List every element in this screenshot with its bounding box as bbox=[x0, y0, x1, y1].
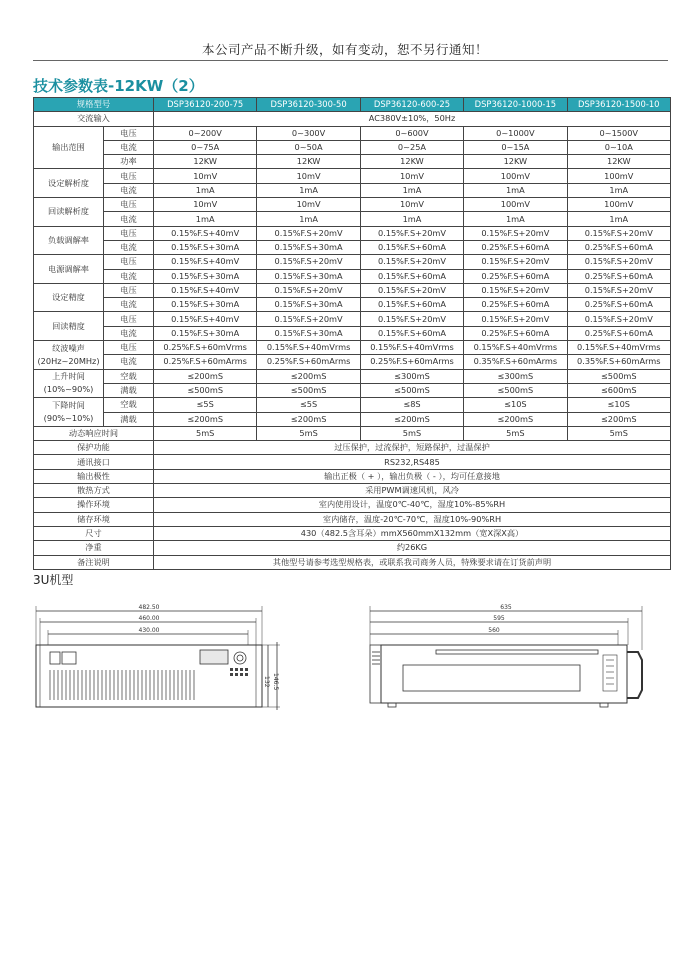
side-dim-1: 635 bbox=[500, 604, 512, 611]
value-cell: ≤200mS bbox=[154, 412, 257, 426]
row-sub-label: 电压 bbox=[104, 341, 154, 355]
row-group-label: 回读解析度 bbox=[34, 198, 104, 227]
value-cell: 0.25%F.S+60mA bbox=[567, 269, 670, 283]
row-sub-label: 电流 bbox=[104, 140, 154, 154]
value-cell: 0~600V bbox=[360, 126, 463, 140]
value-cell: ≤600mS bbox=[567, 383, 670, 397]
value-cell: 0.25%F.S+60mA bbox=[464, 269, 567, 283]
row-sub-label: 电压 bbox=[104, 169, 154, 183]
row-group-label: 回读精度 bbox=[34, 312, 104, 341]
value-cell: 0.15%F.S+20mV bbox=[257, 226, 360, 240]
front-height-2: 146.5 bbox=[272, 673, 279, 691]
value-cell: 5mS bbox=[567, 426, 670, 440]
merged-value-cell: 室内使用设计，温度0℃-40℃，湿度10%-85%RH bbox=[154, 498, 671, 512]
table-title: 技术参数表-12KW（2） bbox=[33, 77, 204, 95]
front-dim-1: 482.50 bbox=[138, 604, 160, 611]
row-sub-label: 空载 bbox=[104, 398, 154, 412]
value-cell: ≤200mS bbox=[257, 369, 360, 383]
value-cell: ≤200mS bbox=[567, 412, 670, 426]
header-cell: DSP36120-200-75 bbox=[154, 98, 257, 112]
value-cell: 0.25%F.S+60mA bbox=[567, 298, 670, 312]
header-cell: DSP36120-300-50 bbox=[257, 98, 360, 112]
row-group-label: 交流输入 bbox=[34, 112, 154, 126]
section-label: 3U机型 bbox=[33, 573, 74, 587]
value-cell: 1mA bbox=[567, 212, 670, 226]
side-view-drawing bbox=[370, 606, 642, 707]
value-cell: 0.25%F.S+60mA bbox=[464, 240, 567, 254]
row-group-label: 尺寸 bbox=[34, 526, 154, 540]
value-cell: 0.15%F.S+20mV bbox=[257, 283, 360, 297]
row-sub-label: 电流 bbox=[104, 326, 154, 340]
value-cell: 0.15%F.S+40mV bbox=[154, 283, 257, 297]
value-cell: ≤5S bbox=[257, 398, 360, 412]
row-sub-label: 电流 bbox=[104, 269, 154, 283]
value-cell: 10mV bbox=[257, 169, 360, 183]
value-cell: 0.15%F.S+40mV bbox=[154, 226, 257, 240]
value-cell: 12KW bbox=[154, 155, 257, 169]
side-dim-2: 595 bbox=[493, 615, 505, 622]
value-cell: 0.35%F.S+60mArms bbox=[567, 355, 670, 369]
value-cell: 0.25%F.S+60mArms bbox=[154, 355, 257, 369]
front-dim-3: 430.00 bbox=[138, 627, 160, 634]
value-cell: 0.25%F.S+60mA bbox=[464, 298, 567, 312]
value-cell: 0.35%F.S+60mArms bbox=[464, 355, 567, 369]
value-cell: ≤500mS bbox=[154, 383, 257, 397]
header-cell: 规格型号 bbox=[34, 98, 154, 112]
value-cell: 100mV bbox=[567, 169, 670, 183]
merged-value-cell: 其他型号请参考选型规格表，或联系我司商务人员，特殊要求请在订货前声明 bbox=[154, 555, 671, 569]
row-group-label: 净重 bbox=[34, 541, 154, 555]
value-cell: 0~15A bbox=[464, 140, 567, 154]
value-cell: 0.25%F.S+60mVrms bbox=[154, 341, 257, 355]
value-cell: 0~200V bbox=[154, 126, 257, 140]
value-cell: 0~75A bbox=[154, 140, 257, 154]
value-cell: 0~25A bbox=[360, 140, 463, 154]
value-cell: 0.15%F.S+20mV bbox=[360, 226, 463, 240]
merged-value-cell: 输出正极（ + ），输出负极（ - ），均可任意接地 bbox=[154, 469, 671, 483]
value-cell: 0~10A bbox=[567, 140, 670, 154]
row-group-label: 动态响应时间 bbox=[34, 426, 154, 440]
value-cell: 0.15%F.S+60mA bbox=[360, 326, 463, 340]
front-dim-2: 460.00 bbox=[138, 615, 160, 622]
value-cell: ≤10S bbox=[464, 398, 567, 412]
value-cell: 0.15%F.S+30mA bbox=[154, 326, 257, 340]
value-cell: 0.15%F.S+40mVrms bbox=[464, 341, 567, 355]
row-group-label: 通讯接口 bbox=[34, 455, 154, 469]
row-group-label-line2: (20Hz~20MHz) bbox=[37, 355, 100, 366]
value-cell: 1mA bbox=[360, 212, 463, 226]
value-cell: 1mA bbox=[464, 212, 567, 226]
value-cell: 0.15%F.S+20mV bbox=[360, 283, 463, 297]
row-sub-label: 电流 bbox=[104, 355, 154, 369]
row-group-label-line2: (90%~10%) bbox=[43, 413, 94, 424]
value-cell: ≤200mS bbox=[154, 369, 257, 383]
value-cell: 1mA bbox=[464, 183, 567, 197]
side-dim-3: 560 bbox=[488, 627, 500, 634]
row-group-label: 电源调解率 bbox=[34, 255, 104, 284]
row-sub-label: 电流 bbox=[104, 240, 154, 254]
value-cell: ≤500mS bbox=[360, 383, 463, 397]
value-cell: 0.15%F.S+30mA bbox=[154, 298, 257, 312]
merged-value-cell: 室内储存，温度-20℃-70℃，湿度10%-90%RH bbox=[154, 512, 671, 526]
row-sub-label: 电流 bbox=[104, 298, 154, 312]
value-cell: 100mV bbox=[464, 198, 567, 212]
value-cell: 0.15%F.S+20mV bbox=[257, 312, 360, 326]
value-cell: 12KW bbox=[257, 155, 360, 169]
value-cell: 0.15%F.S+20mV bbox=[567, 226, 670, 240]
row-group-label: 保护功能 bbox=[34, 441, 154, 455]
row-sub-label: 满载 bbox=[104, 412, 154, 426]
merged-value-cell: 430（482.5含耳朵）mmX560mmX132mm（宽X深X高） bbox=[154, 526, 671, 540]
row-sub-label: 满载 bbox=[104, 383, 154, 397]
row-sub-label: 电压 bbox=[104, 255, 154, 269]
value-cell: 10mV bbox=[154, 198, 257, 212]
value-cell: ≤10S bbox=[567, 398, 670, 412]
value-cell: 0.25%F.S+60mArms bbox=[257, 355, 360, 369]
value-cell: ≤200mS bbox=[360, 412, 463, 426]
row-sub-label: 电压 bbox=[104, 226, 154, 240]
row-group-label: 操作环境 bbox=[34, 498, 154, 512]
value-cell: 12KW bbox=[360, 155, 463, 169]
value-cell: ≤300mS bbox=[360, 369, 463, 383]
value-cell: 0.15%F.S+40mV bbox=[154, 312, 257, 326]
value-cell: 0.15%F.S+20mV bbox=[464, 226, 567, 240]
value-cell: 10mV bbox=[257, 198, 360, 212]
value-cell: 1mA bbox=[257, 183, 360, 197]
value-cell: ≤500mS bbox=[567, 369, 670, 383]
row-group-label: 散热方式 bbox=[34, 484, 154, 498]
value-cell: 0.15%F.S+20mV bbox=[567, 312, 670, 326]
value-cell: 0.25%F.S+60mA bbox=[464, 326, 567, 340]
value-cell: 1mA bbox=[257, 212, 360, 226]
value-cell: 0.15%F.S+20mV bbox=[464, 283, 567, 297]
row-group-label-line1: 纹波噪声 bbox=[52, 342, 85, 353]
value-cell: 0.15%F.S+20mV bbox=[360, 255, 463, 269]
value-cell: 0.15%F.S+30mA bbox=[257, 298, 360, 312]
value-cell: 0.15%F.S+60mA bbox=[360, 298, 463, 312]
value-cell: ≤500mS bbox=[464, 383, 567, 397]
value-cell: 100mV bbox=[464, 169, 567, 183]
value-cell: 5mS bbox=[154, 426, 257, 440]
value-cell: ≤200mS bbox=[257, 412, 360, 426]
value-cell: 1mA bbox=[567, 183, 670, 197]
value-cell: ≤8S bbox=[360, 398, 463, 412]
value-cell: 0.15%F.S+40mVrms bbox=[567, 341, 670, 355]
front-height-1: 132 bbox=[263, 676, 270, 688]
value-cell: 12KW bbox=[567, 155, 670, 169]
row-sub-label: 功率 bbox=[104, 155, 154, 169]
row-sub-label: 电压 bbox=[104, 312, 154, 326]
value-cell: 0.15%F.S+30mA bbox=[257, 326, 360, 340]
row-sub-label: 电压 bbox=[104, 198, 154, 212]
value-cell: ≤5S bbox=[154, 398, 257, 412]
header-cell: DSP36120-1000-15 bbox=[464, 98, 567, 112]
value-cell: 0.15%F.S+20mV bbox=[567, 255, 670, 269]
value-cell: 0.15%F.S+20mV bbox=[567, 283, 670, 297]
value-cell: 0.15%F.S+30mA bbox=[154, 240, 257, 254]
row-group-label: 输出范围 bbox=[34, 126, 104, 169]
value-cell: ≤200mS bbox=[464, 412, 567, 426]
row-group-label-line2: (10%~90%) bbox=[43, 384, 94, 395]
merged-value-cell: 采用PWM调速风机，风冷 bbox=[154, 484, 671, 498]
value-cell: ≤500mS bbox=[257, 383, 360, 397]
header-cell: DSP36120-1500-10 bbox=[567, 98, 670, 112]
value-cell: 0.15%F.S+20mV bbox=[360, 312, 463, 326]
value-cell: 0.25%F.S+60mArms bbox=[360, 355, 463, 369]
value-cell: 10mV bbox=[360, 198, 463, 212]
value-cell: 0~1500V bbox=[567, 126, 670, 140]
value-cell: 0.15%F.S+20mV bbox=[464, 255, 567, 269]
row-sub-label: 电流 bbox=[104, 212, 154, 226]
value-cell: 0~50A bbox=[257, 140, 360, 154]
value-cell: 0~1000V bbox=[464, 126, 567, 140]
value-cell: 0.15%F.S+20mV bbox=[257, 255, 360, 269]
row-group-label: 设定精度 bbox=[34, 283, 104, 312]
merged-value-cell: 约26KG bbox=[154, 541, 671, 555]
header-cell: DSP36120-600-25 bbox=[360, 98, 463, 112]
value-cell: 0.15%F.S+60mA bbox=[360, 269, 463, 283]
value-cell: 10mV bbox=[154, 169, 257, 183]
value-cell: 5mS bbox=[360, 426, 463, 440]
value-cell: 0.25%F.S+60mA bbox=[567, 326, 670, 340]
merged-value-cell: AC380V±10%，50Hz bbox=[154, 112, 671, 126]
value-cell: 1mA bbox=[154, 212, 257, 226]
merged-value-cell: RS232,RS485 bbox=[154, 455, 671, 469]
value-cell: 0.15%F.S+20mV bbox=[464, 312, 567, 326]
value-cell: 0.15%F.S+60mA bbox=[360, 240, 463, 254]
row-group-label: 储存环境 bbox=[34, 512, 154, 526]
row-group-label: 备注说明 bbox=[34, 555, 154, 569]
row-group-label: 输出极性 bbox=[34, 469, 154, 483]
value-cell: ≤300mS bbox=[464, 369, 567, 383]
value-cell: 1mA bbox=[360, 183, 463, 197]
value-cell: 0.25%F.S+60mA bbox=[567, 240, 670, 254]
value-cell: 0.15%F.S+40mVrms bbox=[360, 341, 463, 355]
row-sub-label: 电压 bbox=[104, 126, 154, 140]
row-group-label: 负载调解率 bbox=[34, 226, 104, 255]
row-group-label-line1: 上升时间 bbox=[52, 371, 85, 382]
value-cell: 10mV bbox=[360, 169, 463, 183]
value-cell: 0.15%F.S+30mA bbox=[154, 269, 257, 283]
row-group-label: 设定解析度 bbox=[34, 169, 104, 198]
page-notice: 本公司产品不断升级，如有变动，恕不另行通知！ bbox=[201, 42, 488, 57]
row-sub-label: 空载 bbox=[104, 369, 154, 383]
value-cell: 0.15%F.S+30mA bbox=[257, 240, 360, 254]
row-sub-label: 电流 bbox=[104, 183, 154, 197]
value-cell: 0.15%F.S+40mV bbox=[154, 255, 257, 269]
value-cell: 12KW bbox=[464, 155, 567, 169]
value-cell: 5mS bbox=[257, 426, 360, 440]
value-cell: 1mA bbox=[154, 183, 257, 197]
value-cell: 100mV bbox=[567, 198, 670, 212]
value-cell: 0~300V bbox=[257, 126, 360, 140]
row-sub-label: 电压 bbox=[104, 283, 154, 297]
row-group-label-line1: 下降时间 bbox=[52, 400, 85, 411]
value-cell: 5mS bbox=[464, 426, 567, 440]
value-cell: 0.15%F.S+40mVrms bbox=[257, 341, 360, 355]
value-cell: 0.15%F.S+30mA bbox=[257, 269, 360, 283]
merged-value-cell: 过压保护，过流保护，短路保护，过温保护 bbox=[154, 441, 671, 455]
